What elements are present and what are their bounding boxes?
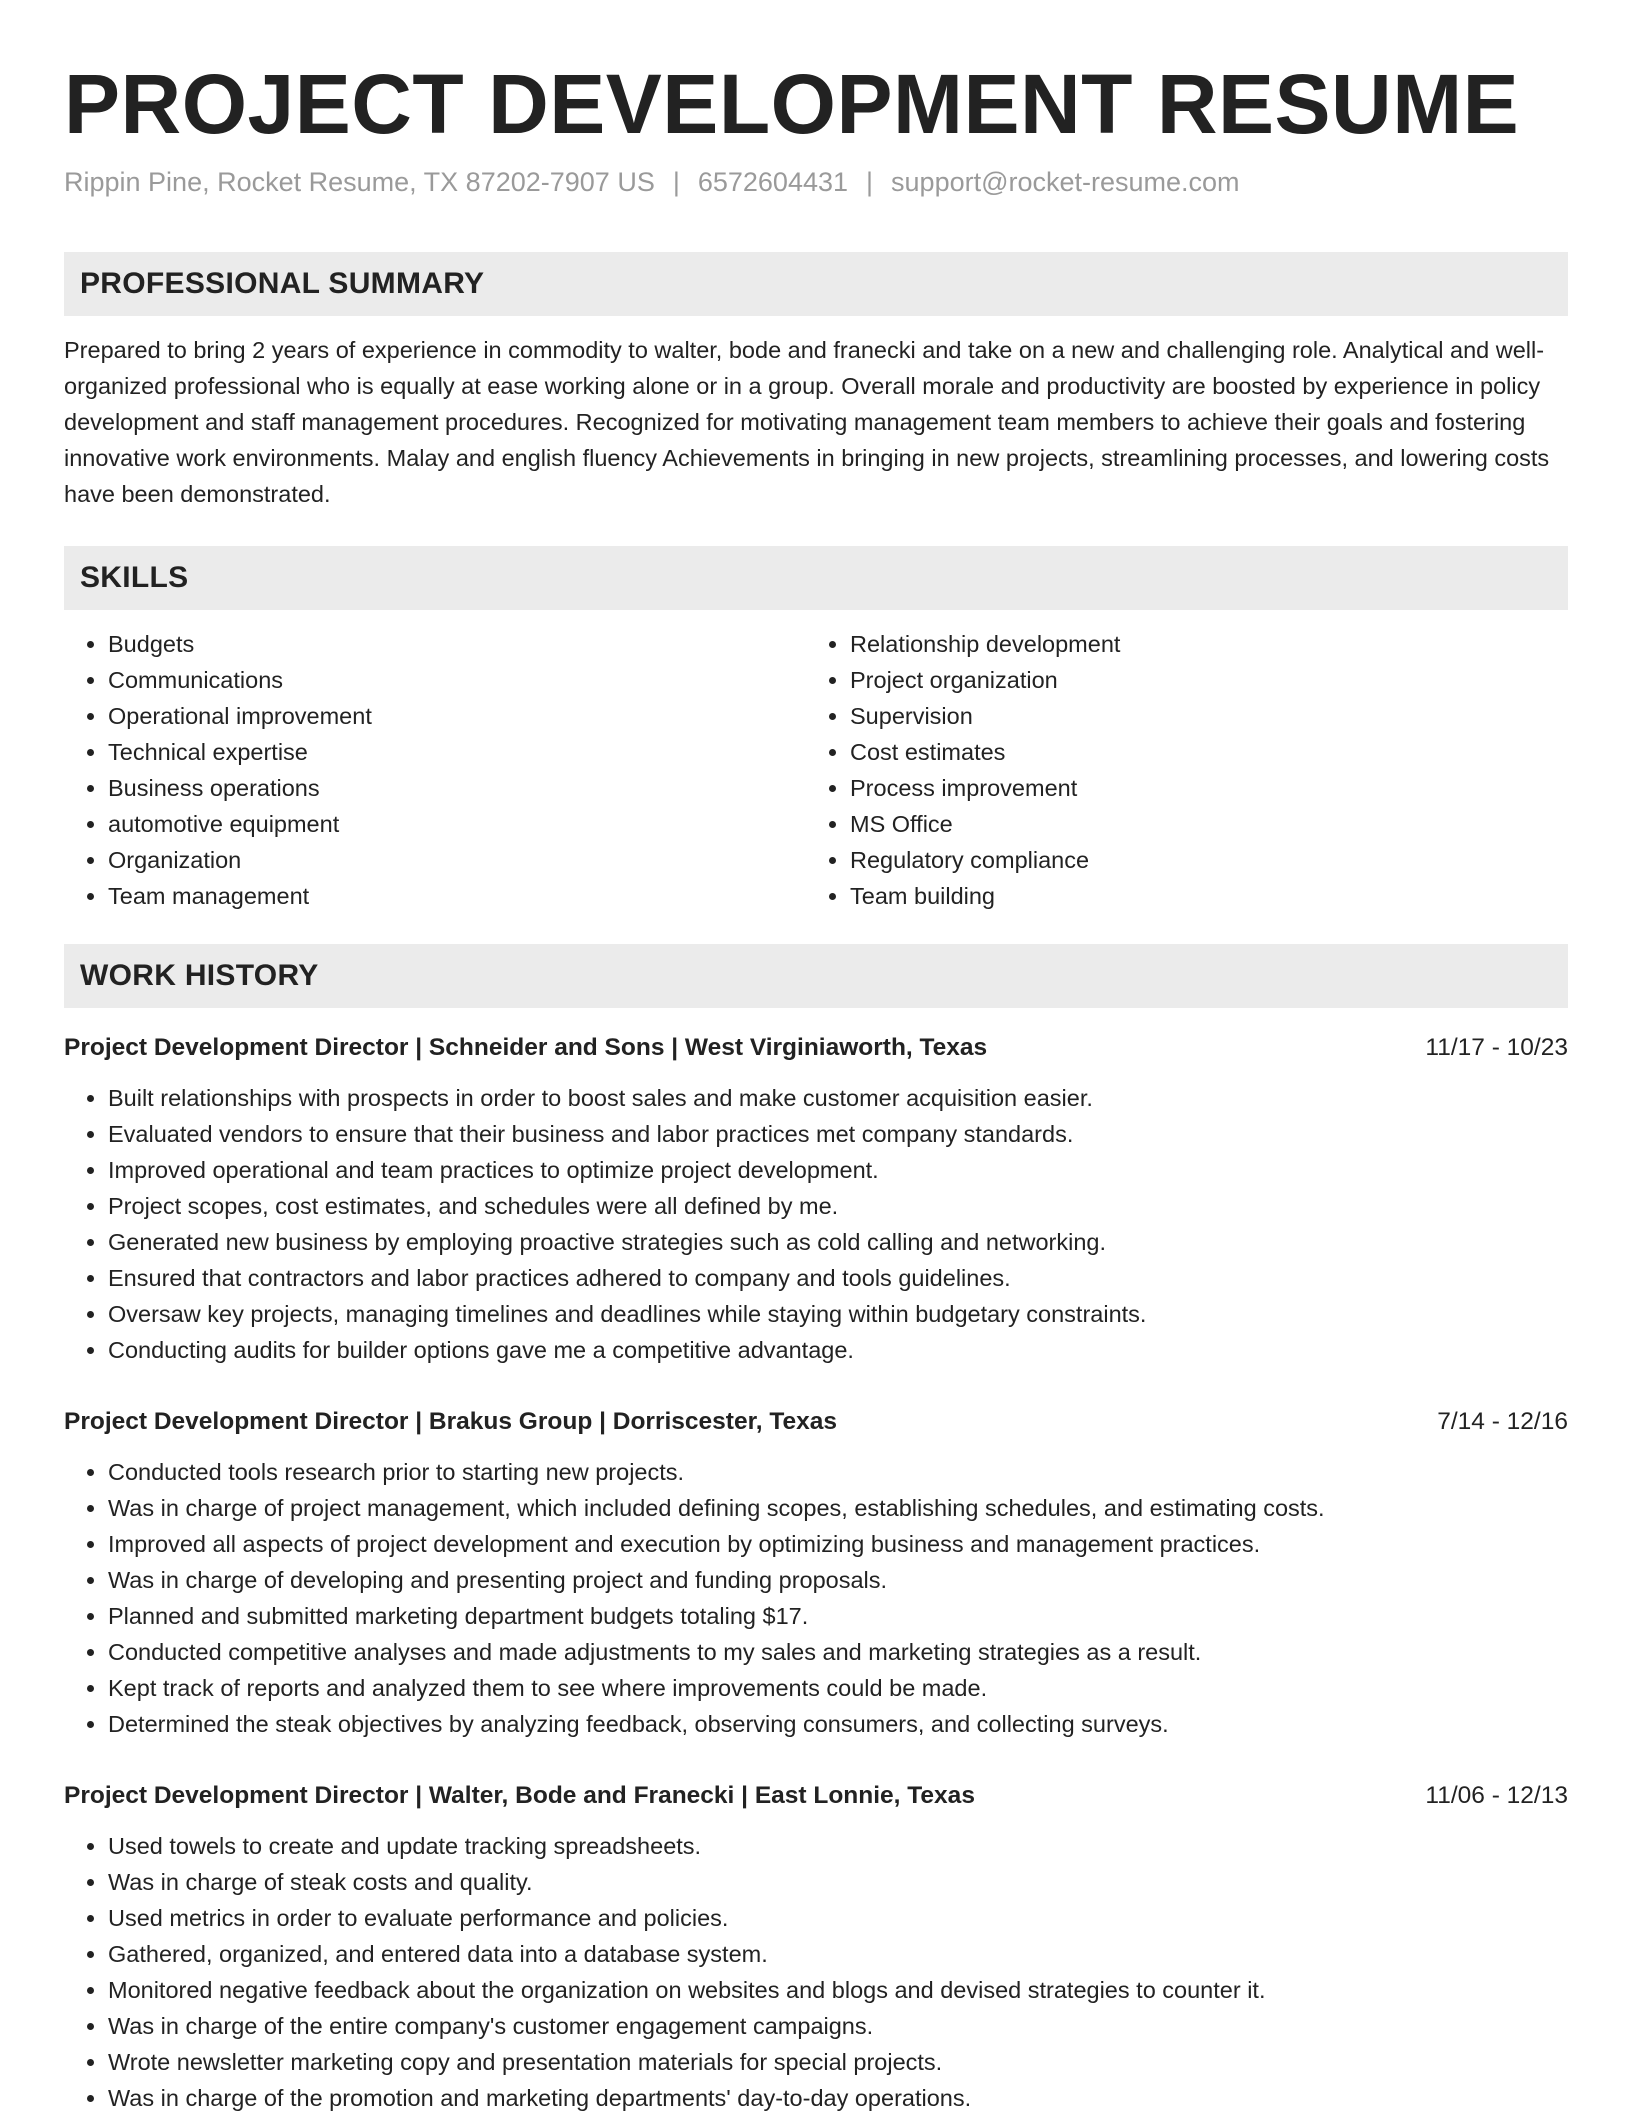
summary-paragraph: Prepared to bring 2 years of experience in commodity to walter, bode and franecki and take on a new and challenging role. Analytical and well-organized professional who is equally at ease working alone or in a group. Overall morale and productivity are boosted by experience in policy development and staff management procedures. Recognized for motivating management team members to achieve their goals and fostering innovative work environments. Malay and english fluency Achievements in bringing in new projects, streamlining processes, and lowering costs have been demonstrated. xyxy=(64,337,1550,507)
section-header-summary: PROFESSIONAL SUMMARY xyxy=(64,252,1568,316)
skill-item: • Cost estimates xyxy=(850,734,1548,770)
job-bullet: • Was in charge of the promotion and marketing departments' day-to-day operations. xyxy=(108,2080,1568,2116)
skills-list-right xyxy=(806,626,1548,914)
job-header xyxy=(64,1030,1568,1066)
job-bullet: • Used towels to create and update tracking spreadsheets. xyxy=(108,1828,1568,1864)
job-bullets xyxy=(64,1080,1568,1368)
skill-item: • MS Office xyxy=(850,806,1548,842)
skill-item: • Organization xyxy=(108,842,806,878)
job-bullet: • Planned and submitted marketing department budgets totaling $17. xyxy=(108,1598,1568,1634)
job-bullet: • Monitored negative feedback about the organization on websites and blogs and devised strategies to counter it. xyxy=(108,1972,1568,2008)
job-title: Project Development Director | Walter, Bode and Franecki | East Lonnie, Texas xyxy=(64,1782,975,1809)
job-entry xyxy=(64,1030,1568,1368)
skill-item: • Relationship development xyxy=(850,626,1548,662)
job-bullet: • Wrote newsletter marketing copy and presentation materials for special projects. xyxy=(108,2044,1568,2080)
skill-item: • Supervision xyxy=(850,698,1548,734)
section-header-work-history: WORK HISTORY xyxy=(64,944,1568,1008)
job-bullet: • Was in charge of developing and presenting project and funding proposals. xyxy=(108,1562,1568,1598)
job-bullet: • Was in charge of steak costs and quality. xyxy=(108,1864,1568,1900)
skill-item: • Business operations xyxy=(108,770,806,806)
job-bullet: • Evaluated vendors to ensure that their business and labor practices met company standards. xyxy=(108,1116,1568,1152)
job-entry xyxy=(64,1778,1568,2116)
skill-item: • Team management xyxy=(108,878,806,914)
contact-line xyxy=(64,164,1568,200)
job-bullets xyxy=(64,1828,1568,2116)
skill-item: • Team building xyxy=(850,878,1548,914)
contact-separator: | xyxy=(866,167,874,197)
job-entry xyxy=(64,1404,1568,1742)
job-dates: 11/17 - 10/23 xyxy=(1425,1034,1568,1061)
work-history-list xyxy=(64,1030,1568,2116)
job-bullets xyxy=(64,1454,1568,1742)
contact-separator: | xyxy=(672,167,680,197)
skill-item: • Communications xyxy=(108,662,806,698)
job-title: Project Development Director | Brakus Group | Dorriscester, Texas xyxy=(64,1408,838,1435)
section-header-skills: SKILLS xyxy=(64,546,1568,610)
job-bullet: • Gathered, organized, and entered data into a database system. xyxy=(108,1936,1568,1972)
job-bullet: • Determined the steak objectives by analyzing feedback, observing consumers, and collecting surveys. xyxy=(108,1706,1568,1742)
job-bullet: • Kept track of reports and analyzed them to see where improvements could be made. xyxy=(108,1670,1568,1706)
job-bullet: • Oversaw key projects, managing timelines and deadlines while staying within budgetary constraints. xyxy=(108,1296,1568,1332)
contact-phone: 6572604431 xyxy=(697,167,849,197)
job-bullet: • Ensured that contractors and labor practices adhered to company and tools guidelines. xyxy=(108,1260,1568,1296)
contact-email: support@rocket-resume.com xyxy=(891,167,1240,197)
contact-address: Rippin Pine, Rocket Resume, TX 87202-7907 US xyxy=(64,167,655,197)
job-bullet: • Was in charge of the entire company's customer engagement campaigns. xyxy=(108,2008,1568,2044)
job-bullet: • Conducting audits for builder options gave me a competitive advantage. xyxy=(108,1332,1568,1368)
job-title: Project Development Director | Schneider and Sons | West Virginiaworth, Texas xyxy=(64,1034,988,1061)
job-header xyxy=(64,1404,1568,1440)
skills-list-left xyxy=(64,626,806,914)
job-dates: 7/14 - 12/16 xyxy=(1437,1408,1568,1435)
skill-item: • Budgets xyxy=(108,626,806,662)
skill-item: • automotive equipment xyxy=(108,806,806,842)
job-bullet: • Built relationships with prospects in order to boost sales and make customer acquisition easier. xyxy=(108,1080,1568,1116)
skills-columns xyxy=(64,626,1568,914)
skill-item: • Technical expertise xyxy=(108,734,806,770)
skill-item: • Operational improvement xyxy=(108,698,806,734)
job-header xyxy=(64,1778,1568,1814)
resume-page xyxy=(64,0,1568,2116)
skill-item: • Process improvement xyxy=(850,770,1548,806)
job-bullet: • Conducted tools research prior to starting new projects. xyxy=(108,1454,1568,1490)
job-bullet: • Improved operational and team practices to optimize project development. xyxy=(108,1152,1568,1188)
skill-item: • Regulatory compliance xyxy=(850,842,1548,878)
job-bullet: • Generated new business by employing proactive strategies such as cold calling and networking. xyxy=(108,1224,1568,1260)
job-bullet: • Project scopes, cost estimates, and schedules were all defined by me. xyxy=(108,1188,1568,1224)
job-bullet: • Conducted competitive analyses and made adjustments to my sales and marketing strategies as a result. xyxy=(108,1634,1568,1670)
job-bullet: • Was in charge of project management, which included defining scopes, establishing schedules, and estimating costs. xyxy=(108,1490,1568,1526)
job-dates: 11/06 - 12/13 xyxy=(1425,1782,1568,1809)
resume-title: PROJECT DEVELOPMENT RESUME xyxy=(64,57,1520,151)
job-bullet: • Improved all aspects of project development and execution by optimizing business and management practices. xyxy=(108,1526,1568,1562)
skill-item: • Project organization xyxy=(850,662,1548,698)
job-bullet: • Used metrics in order to evaluate performance and policies. xyxy=(108,1900,1568,1936)
